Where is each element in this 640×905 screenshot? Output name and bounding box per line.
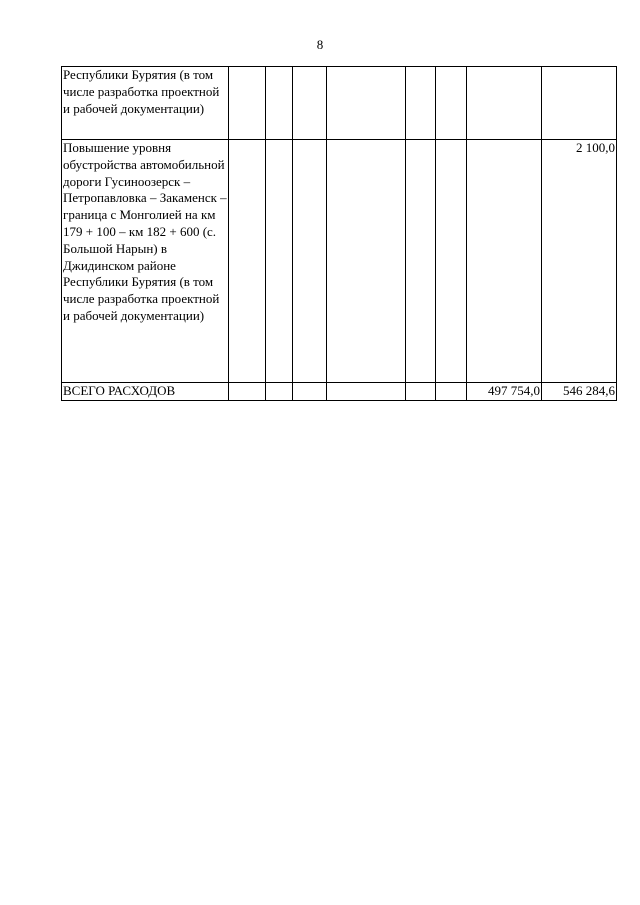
table-cell — [406, 383, 436, 401]
table-cell — [406, 67, 436, 140]
page-number: 8 — [316, 37, 324, 52]
table-row — [62, 67, 617, 140]
table-cell — [229, 67, 266, 140]
table-row — [62, 140, 617, 383]
table-cell — [436, 67, 467, 140]
total-amount-cell: 546 284,6 — [542, 383, 617, 401]
amount-cell — [467, 67, 542, 140]
table-row-total — [62, 383, 617, 401]
total-label-cell: ВСЕГО РАСХОДОВ — [62, 383, 229, 401]
total-amount-cell: 497 754,0 — [467, 383, 542, 401]
table-cell — [436, 383, 467, 401]
table-cell — [293, 67, 327, 140]
amount-cell: 2 100,0 — [542, 140, 617, 383]
budget-table — [61, 66, 617, 401]
table-cell — [293, 383, 327, 401]
table-cell — [406, 140, 436, 383]
table-cell — [327, 383, 406, 401]
table-cell — [266, 383, 293, 401]
table-cell — [266, 67, 293, 140]
amount-cell — [467, 140, 542, 383]
table-cell — [229, 140, 266, 383]
amount-cell — [542, 67, 617, 140]
table-cell — [293, 140, 327, 383]
row-name-cell: Повышение уровня обустройства автомобильной дороги Гусиноозерск – Петропавловка – Закаменск – граница с Монголией на км 179 + 100 – км 182 + 600 (с. Большой Нарын) в Джидинском районе Республики Бурятия (в том числе разработка проектной и рабочей документации) — [62, 140, 229, 383]
row-name-cell: Республики Бурятия (в том числе разработка проектной и рабочей документации) — [62, 67, 229, 140]
table-cell — [327, 140, 406, 383]
table-cell — [266, 140, 293, 383]
table-cell — [436, 140, 467, 383]
table-cell — [327, 67, 406, 140]
table-cell — [229, 383, 266, 401]
